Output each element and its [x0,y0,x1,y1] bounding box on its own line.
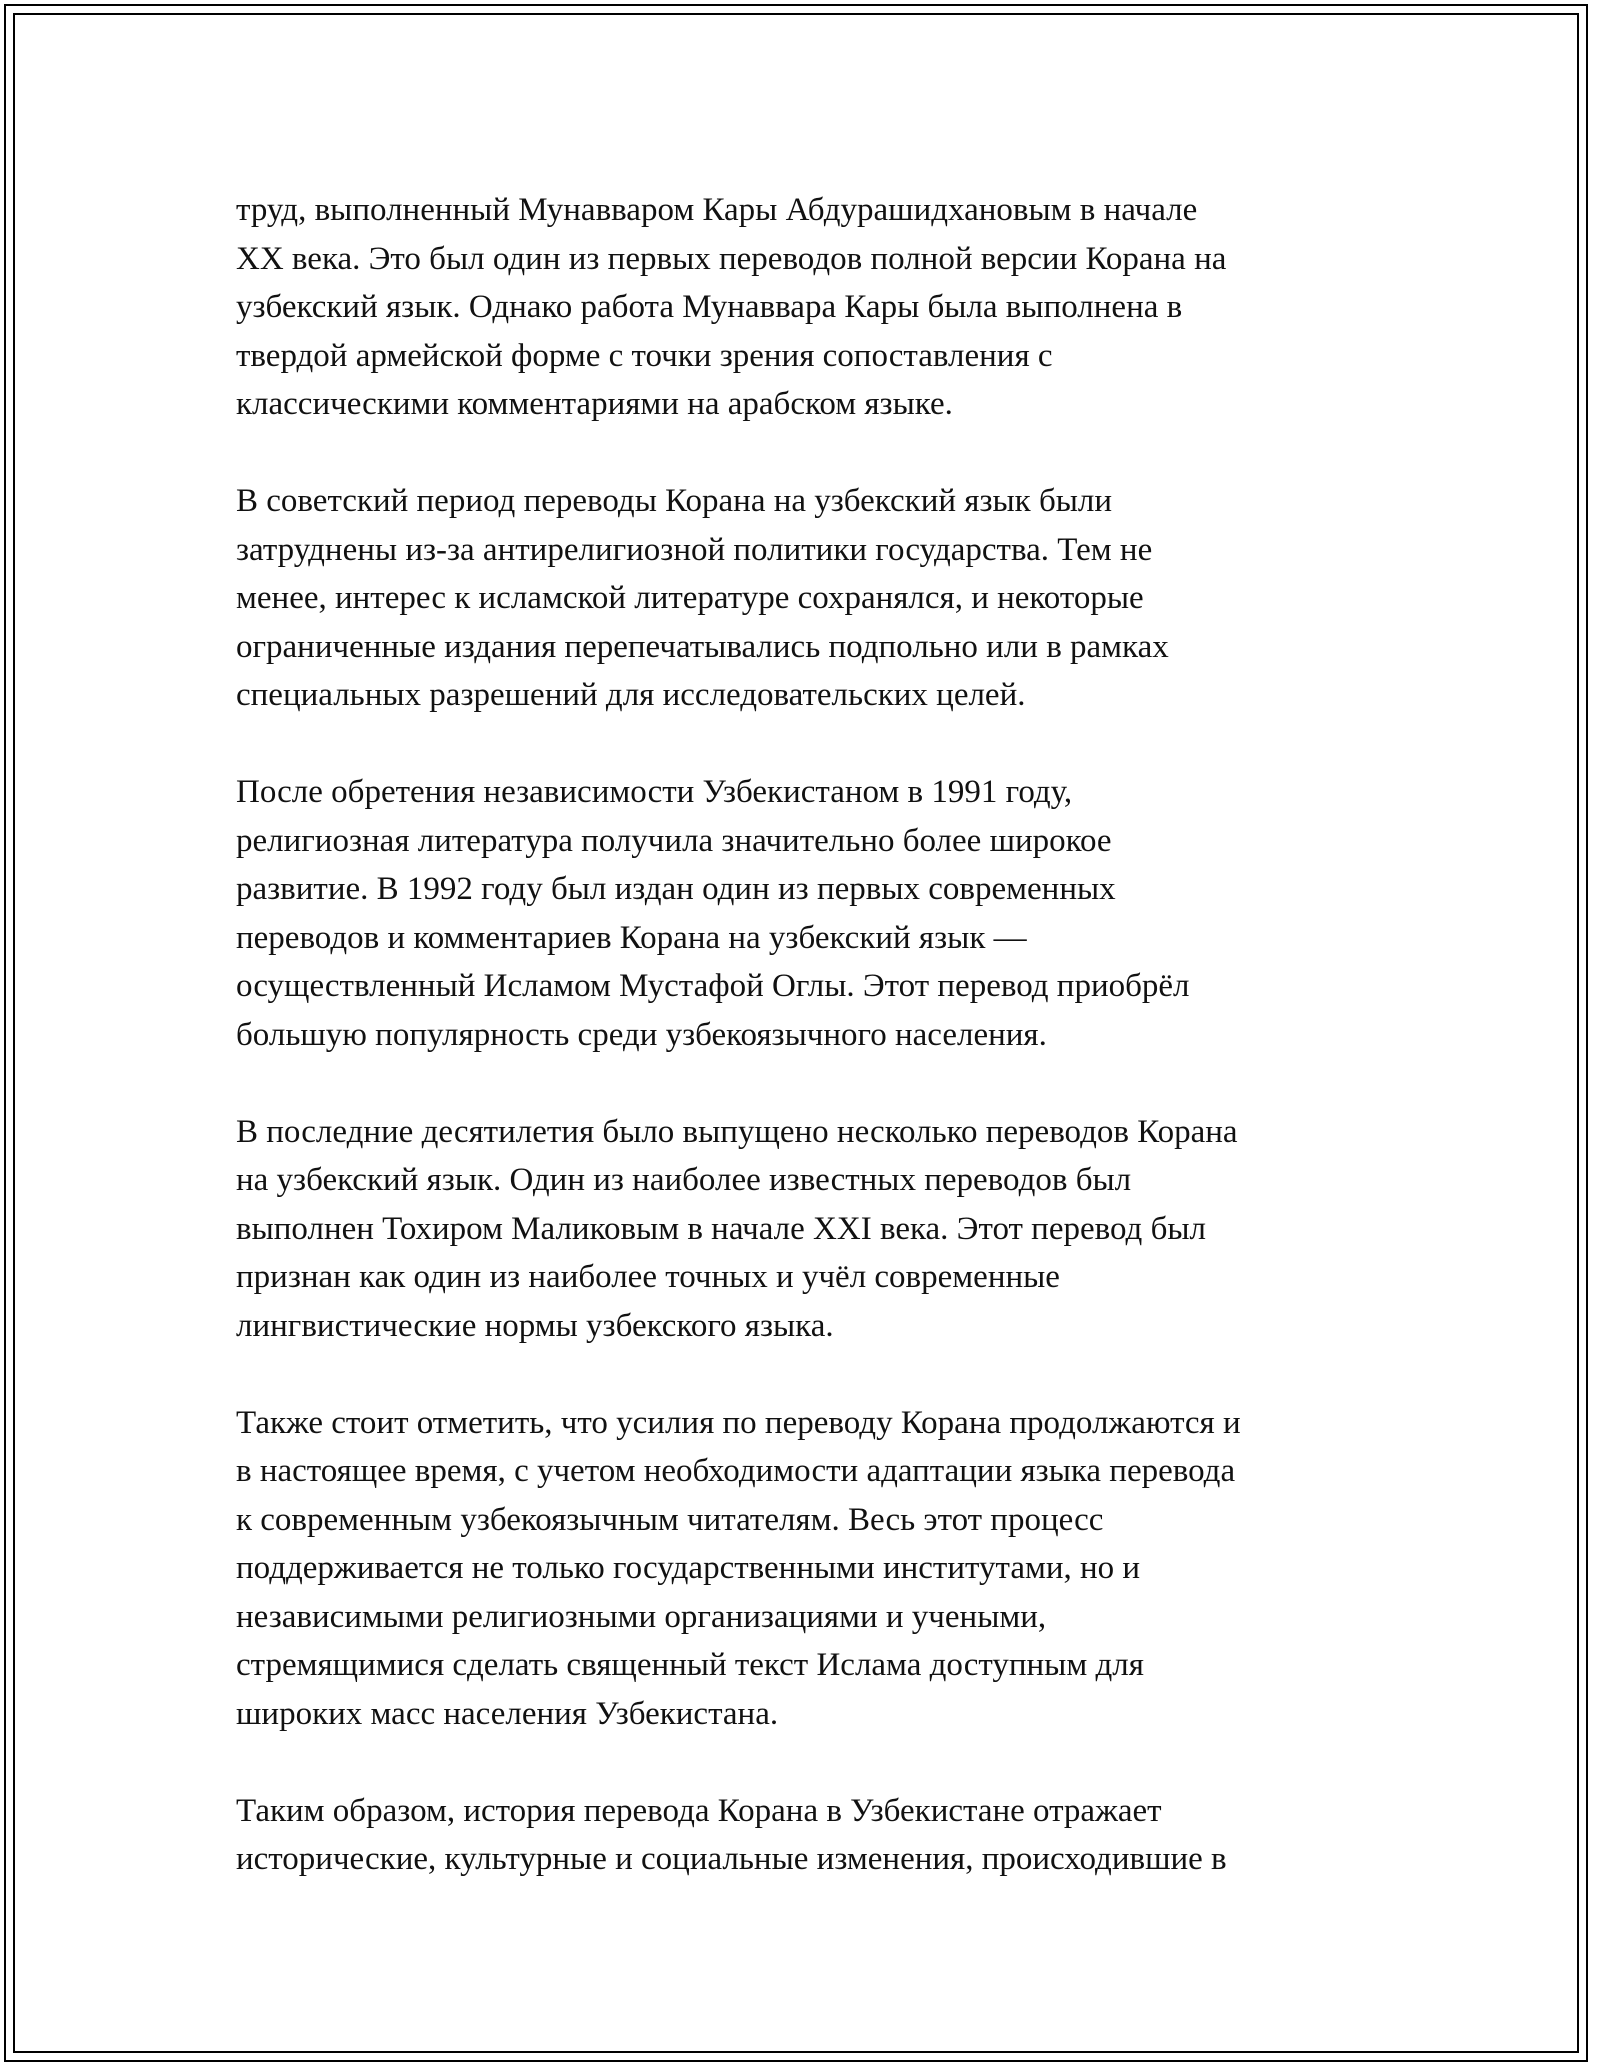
text-line: развитие. В 1992 году был издан один из первых современных [236,871,1116,907]
text-line: осуществленный Исламом Мустафой Оглы. Этот перевод приобрёл [236,968,1190,1004]
text-line: исторические, культурные и социальные изменения, происходившие в [236,1841,1227,1877]
text-line: менее, интерес к исламской литературе сохранялся, и некоторые [236,580,1144,616]
text-line: XX века. Это был один из первых переводов полной версии Корана на [236,240,1227,277]
text-line: затруднены из-за антирелигиозной политики государства. Тем не [236,531,1153,568]
text-line: В советский период переводы Корана на узбекский язык были [236,483,1113,519]
text-line: В последние десятилетия было выпущено несколько переводов Корана [236,1113,1238,1150]
text-line: Таким образом, история перевода Корана в Узбекистане отражает [236,1792,1162,1829]
text-line: широких масс населения Узбекистана. [236,1695,779,1732]
text-line: твердой армейской форме с точки зрения сопоставления с [236,337,1053,374]
text-line: специальных разрешений для исследовательских целей. [236,677,1026,713]
text-line: лингвистические нормы узбекского языка. [236,1307,834,1344]
text-line: большую популярность среди узбекоязычного населения. [236,1016,1047,1053]
paragraph-5 [236,1399,1376,1739]
paragraph-4 [236,1108,1376,1351]
text-line: в настоящее время, с учетом необходимости адаптации языка перевода [236,1453,1236,1489]
paragraph-2 [236,477,1376,720]
text-line: Также стоит отметить, что усилия по переводу Корана продолжаются и [236,1404,1241,1441]
text-line: труд, выполненный Мунавваром Кары Абдурашидхановым в начале [236,192,1198,228]
text-line: поддерживается не только государственными институтами, но и [236,1550,1141,1586]
text-line: узбекский язык. Однако работа Мунаввара Кары была выполнена в [236,289,1183,325]
text-line: После обретения независимости Узбекистаном в 1991 году, [236,774,1073,810]
text-line: классическими комментариями на арабском языке. [236,386,953,422]
text-line: стремящимися сделать священный текст Ислама доступным для [236,1647,1144,1683]
text-line: переводов и комментариев Корана на узбекский язык — [236,919,1027,956]
paragraph-3 [236,768,1376,1059]
document-body [236,186,1376,1932]
text-line: на узбекский язык. Один из наиболее известных переводов был [236,1162,1132,1198]
paragraph-6 [236,1787,1376,1884]
text-line: независимыми религиозными организациями и учеными, [236,1598,1047,1635]
text-line: выполнен Тохиром Маликовым в начале XXI века. Этот перевод был [236,1210,1207,1247]
text-line: признан как один из наиболее точных и учёл современные [236,1259,1060,1295]
text-line: религиозная литература получила значительно более широкое [236,822,1112,859]
text-line: к современным узбекоязычным читателям. Весь этот процесс [236,1501,1104,1538]
paragraph-1 [236,186,1376,429]
text-line: ограниченные издания перепечатывались подпольно или в рамках [236,628,1169,665]
